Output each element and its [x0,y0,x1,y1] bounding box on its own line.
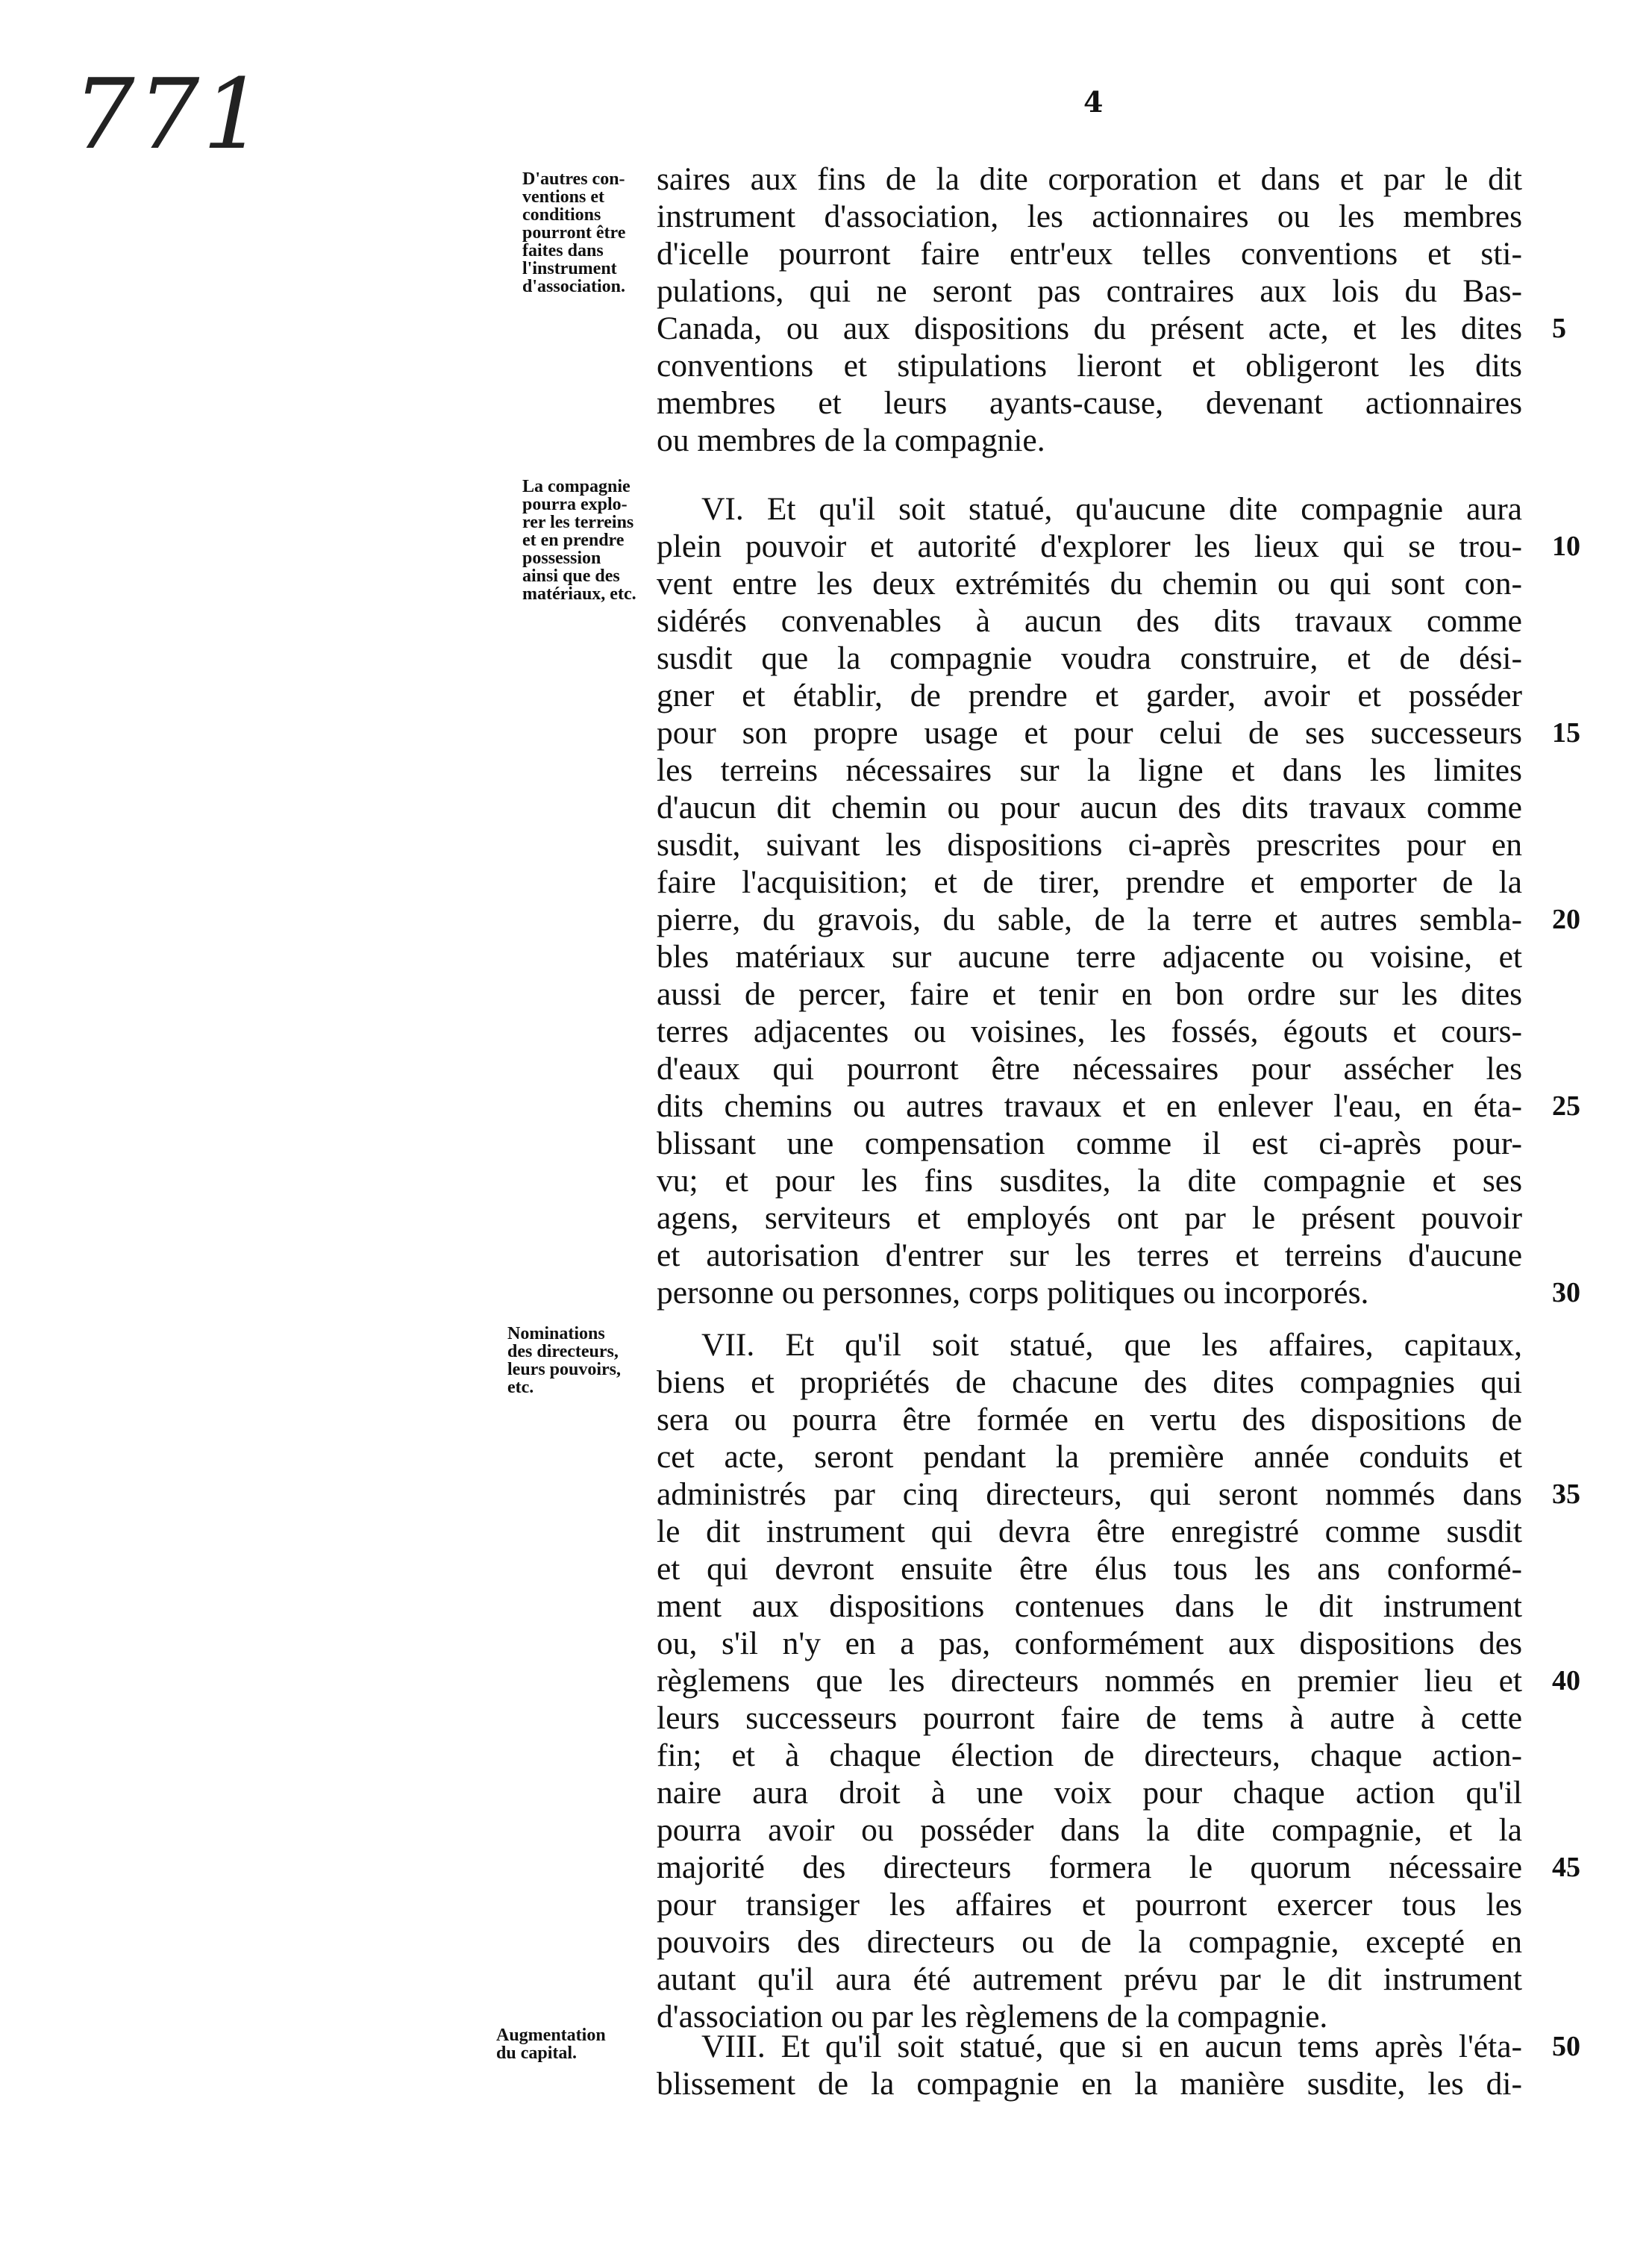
body-line: agens, serviteurs et employés ont par le présent pouvoir [657,1200,1522,1236]
body-line: d'icelle pourront faire entr'eux telles conventions et sti- [657,236,1522,272]
body-line: susdit, suivant les dispositions ci-après prescrites pour en [657,827,1522,863]
body-line: terres adjacentes ou voisines, les fossés, égouts et cours- [657,1014,1522,1049]
body-line: Canada, ou aux dispositions du présent acte, et les dites [657,310,1522,346]
section-vii-first-line: VII. Et qu'il soit statué, que les affaires, capitaux, [701,1327,1522,1363]
line-number: 35 [1552,1479,1580,1510]
body-line: aussi de percer, faire et tenir en bon ordre sur les dites [657,976,1522,1012]
body-line: ou, s'il n'y en a pas, conformément aux dispositions des [657,1626,1522,1661]
body-line: pour son propre usage et pour celui de ses successeurs [657,715,1522,751]
body-line: instrument d'association, les actionnaires ou les membres [657,199,1522,234]
body-line: vu; et pour les fins susdites, la dite compagnie et ses [657,1163,1522,1199]
body-line: le dit instrument qui devra être enregistré comme susdit [657,1514,1522,1549]
body-line: d'aucun dit chemin ou pour aucun des dits travaux comme [657,790,1522,825]
handwritten-folio-number: 771 [73,57,268,171]
body-line: leurs successeurs pourront faire de tems à autre à cette [657,1700,1522,1736]
body-line: plein pouvoir et autorité d'explorer les lieux qui se trou- [657,528,1522,564]
body-line: cet acte, seront pendant la première année conduits et [657,1439,1522,1475]
line-number: 20 [1552,904,1580,935]
body-line: et autorisation d'entrer sur les terres et terreins d'aucune [657,1237,1522,1273]
body-line: fin; et à chaque élection de directeurs, chaque action- [657,1737,1522,1773]
margin-note-exploration: La compagnie pourra explo- rer les terreins et en prendre possession ainsi que des matériaux, etc. [522,477,636,604]
margin-note-conventions: D'autres con- ventions et conditions pourront être faites dans l'instrument d'association. [522,169,626,296]
body-line: dits chemins ou autres travaux et en enlever l'eau, en éta- [657,1088,1522,1124]
margin-note-capital: Augmentation du capital. [496,2026,606,2063]
margin-note-directors: Nominations des directeurs, leurs pouvoirs, etc. [507,1324,622,1397]
body-line: majorité des directeurs formera le quorum nécessaire [657,1849,1522,1885]
line-number: 25 [1552,1090,1580,1122]
body-line: ment aux dispositions contenues dans le dit instrument [657,1588,1522,1624]
body-line: conventions et stipulations lieront et obligeront les dits [657,348,1522,384]
line-number: 50 [1552,2031,1580,2062]
body-line: règlemens que les directeurs nommés en premier lieu et [657,1663,1522,1699]
line-number: 15 [1552,717,1580,749]
body-line: sidérés convenables à aucun des dits travaux comme [657,603,1522,639]
body-line: blissant une compensation comme il est ci-après pour- [657,1125,1522,1161]
body-line: susdit que la compagnie voudra construire, et de dési- [657,640,1522,676]
body-line: autant qu'il aura été autrement prévu par le dit instrument [657,1961,1522,1997]
line-number: 40 [1552,1665,1580,1696]
body-line: gner et établir, de prendre et garder, avoir et posséder [657,678,1522,714]
body-line: membres et leurs ayants-cause, devenant actionnaires [657,385,1522,421]
body-line: biens et propriétés de chacune des dites compagnies qui [657,1364,1522,1400]
body-line: administrés par cinq directeurs, qui seront nommés dans [657,1476,1522,1512]
line-number: 45 [1552,1852,1580,1883]
body-line: d'eaux qui pourront être nécessaires pour assécher les [657,1051,1522,1087]
body-line: et qui devront ensuite être élus tous les ans conformé- [657,1551,1522,1587]
section-vi-first-line: VI. Et qu'il soit statué, qu'aucune dite compagnie aura [701,491,1522,527]
line-number: 30 [1552,1277,1580,1308]
body-line: pulations, qui ne seront pas contraires aux lois du Bas- [657,273,1522,309]
body-line: d'association ou par les règlemens de la compagnie. [657,1999,1328,2035]
body-line: pour transiger les affaires et pourront exercer tous les [657,1887,1522,1923]
body-line: pouvoirs des directeurs ou de la compagnie, excepté en [657,1924,1522,1960]
line-number: 10 [1552,531,1580,562]
body-line: ou membres de la compagnie. [657,422,1045,458]
body-line: saires aux fins de la dite corporation et dans et par le dit [657,161,1522,197]
section-viii-first-line: VIII. Et qu'il soit statué, que si en aucun tems après l'éta- [701,2029,1522,2064]
body-line: les terreins nécessaires sur la ligne et dans les limites [657,752,1522,788]
body-line: personne ou personnes, corps politiques ou incorporés. [657,1275,1369,1311]
page-number: 4 [1083,85,1104,119]
body-line: pourra avoir ou posséder dans la dite compagnie, et la [657,1812,1522,1848]
body-line: faire l'acquisition; et de tirer, prendre et emporter de la [657,864,1522,900]
body-line: vent entre les deux extrémités du chemin ou qui sont con- [657,566,1522,602]
body-line: bles matériaux sur aucune terre adjacente ou voisine, et [657,939,1522,975]
body-line: naire aura droit à une voix pour chaque action qu'il [657,1775,1522,1811]
body-line: blissement de la compagnie en la manière susdite, les di- [657,2066,1522,2102]
body-line: sera ou pourra être formée en vertu des dispositions de [657,1402,1522,1437]
body-line: pierre, du gravois, du sable, de la terre et autres sembla- [657,902,1522,937]
line-number: 5 [1552,313,1566,344]
